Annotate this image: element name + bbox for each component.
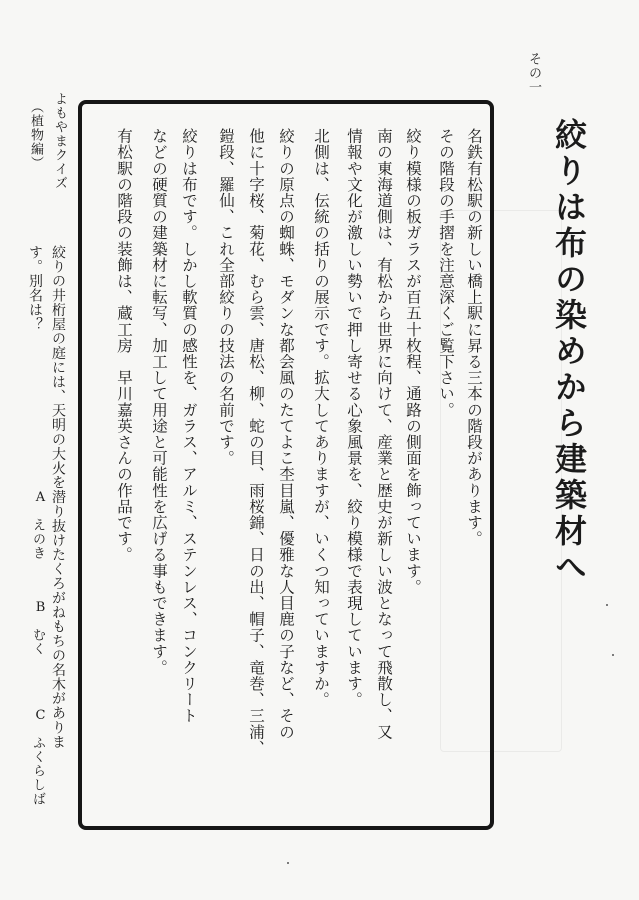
- quiz-choice-c-answer: ふくらしば: [30, 736, 45, 806]
- body-line-5: 情報や文化が激しい勢いで押し寄せる心象風景を、絞り模様で表現しています。: [345, 128, 363, 708]
- quiz-choice-a-answer: えのき: [30, 518, 45, 560]
- body-line-7: 絞りの原点の蜘蛛、モダンな都会風のたてよこ杢目嵐、優雅な人目鹿の子など、その: [277, 128, 295, 740]
- quiz-choice-a-letter: A: [33, 490, 48, 506]
- body-line-6: 北側は、伝統の括りの展示です。拡大してありますが、いくつ知っていますか。: [312, 128, 330, 708]
- body-line-1: 名鉄有松駅の新しい橋上駅に昇る三本の階段があります。: [465, 128, 483, 547]
- quiz-question-line-1: 絞りの井桁屋の庭には、天明の大火を潜り抜けたくろがねもちの名木がありま: [50, 245, 66, 749]
- body-line-4: 南の東海道側は、有松から世界に向けて、産業と歴史が新しい波となって飛散し、又: [375, 128, 393, 740]
- paper-speck: [287, 862, 289, 864]
- quiz-heading: よもやまクイズ: [52, 92, 67, 190]
- body-line-10: 絞りは布です。しかし軟質の感性を、ガラス、アルミ、ステンレス、コンクリート: [180, 128, 198, 724]
- quiz-question-line-2: す。別名は？: [27, 245, 43, 332]
- paper-speck: [606, 604, 608, 606]
- body-line-8: 他に十字桜、菊花、むら雲、唐松、柳、蛇の目、雨桜錦、日の出、帽子、竜巻、三浦、: [247, 128, 265, 756]
- body-line-2: その階段の手摺を注意深くご覧下さい。: [437, 128, 455, 418]
- quiz-choice-c-letter: C: [33, 708, 48, 724]
- quiz-choice-b-answer: むく: [30, 628, 45, 656]
- section-label: その一: [526, 52, 541, 94]
- body-line-11: などの硬質の建築材に転写、加工して用途と可能性を広げる事もできます。: [150, 128, 168, 676]
- body-line-9: 鎧段、羅仙、これ全部絞りの技法の名前です。: [217, 128, 235, 467]
- page-title: 絞りは布の染めから建築材へ: [550, 118, 588, 586]
- body-line-3: 絞り模様の板ガラスが百五十枚程、通路の側面を飾っています。: [404, 128, 422, 595]
- body-line-12: 有松駅の階段の装飾は、蔵工房 早川嘉英さんの作品です。: [115, 128, 133, 563]
- paper-speck: [612, 654, 614, 656]
- quiz-choice-b-letter: B: [33, 600, 48, 616]
- quiz-subheading: （植物編）: [28, 100, 43, 170]
